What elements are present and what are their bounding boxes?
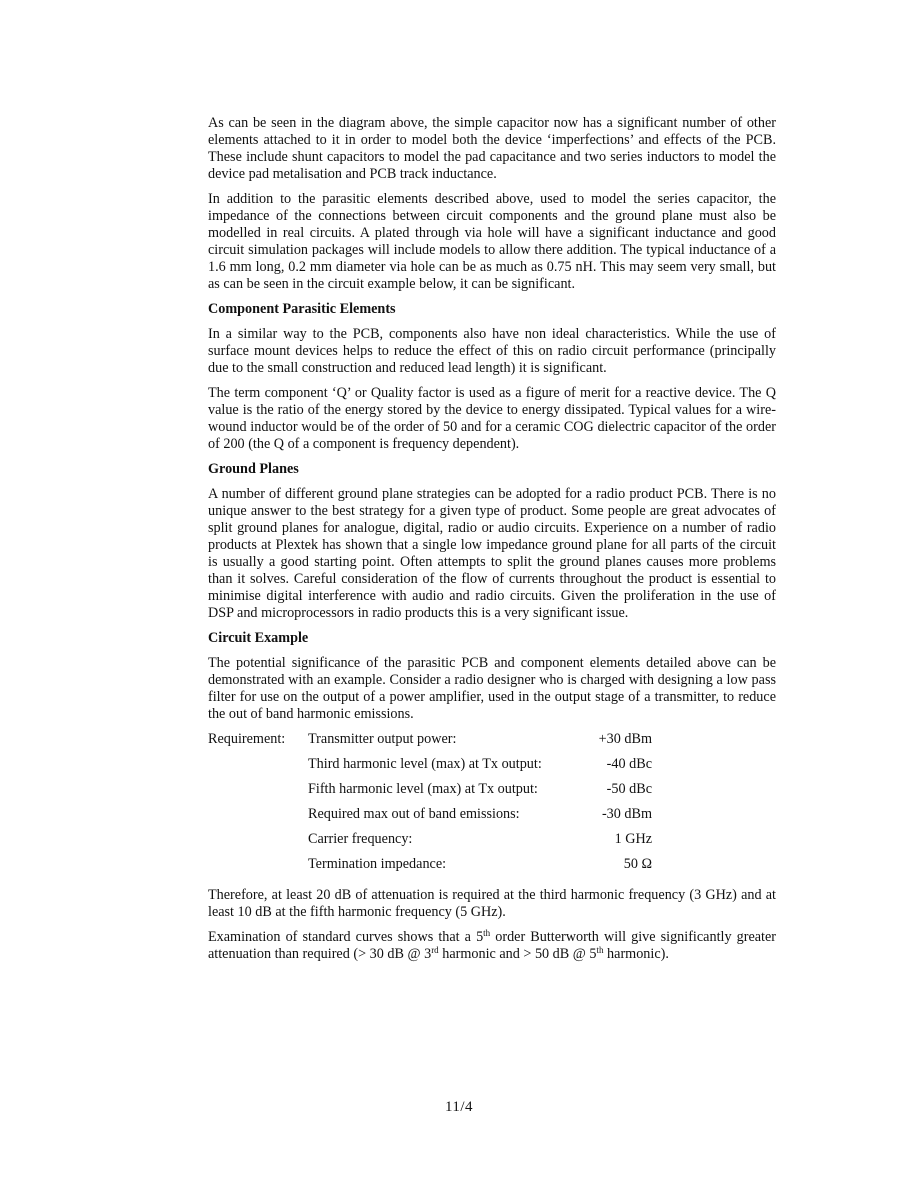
- requirement-value: 1 GHz: [614, 831, 652, 847]
- requirement-param: Third harmonic level (max) at Tx output:: [308, 756, 542, 772]
- requirement-row: [208, 856, 776, 881]
- requirement-param: Carrier frequency:: [308, 831, 413, 847]
- requirement-value: +30 dBm: [598, 731, 652, 747]
- page-number: 11/4: [444, 1099, 474, 1115]
- requirement-row: [208, 806, 776, 831]
- requirement-row: [208, 781, 776, 806]
- requirement-row: [208, 731, 776, 756]
- page-content: [208, 115, 776, 971]
- requirement-value: -30 dBm: [601, 806, 652, 822]
- paragraph-non-ideal-components: In a similar way to the PCB, components also have non ideal characteristics. While the use of surface mount devices helps to reduce the effect of this on radio circuit performance (principally due to the small construction and reduced lead length) it is significant.: [208, 326, 776, 376]
- requirement-param: Termination impedance:: [308, 856, 447, 872]
- requirement-row: [208, 756, 776, 781]
- paragraph-via-inductance: In addition to the parasitic elements described above, used to model the series capacitor, the impedance of the connections between circuit components and the ground plane must also be modelled in real circuits. A plated through via hole will have a significant inductance and good circuit simulation packages will include models to allow there addition. The typical inductance of a 1.6 mm long, 0.2 mm diameter via hole can be as much as 0.75 nH. This may seem very small, but as can be seen in the circuit example below, it can be significant.: [208, 191, 776, 292]
- heading-ground-planes: Ground Planes: [208, 461, 299, 477]
- requirement-param: Fifth harmonic level (max) at Tx output:: [308, 781, 538, 797]
- requirement-label: Requirement:: [208, 731, 286, 747]
- requirement-value: 50 Ω: [623, 856, 652, 872]
- paragraph-capacitor-model: As can be seen in the diagram above, the simple capacitor now has a significant number of other elements attached to it in order to model both the device ‘imperfections’ and effects of the PCB. These include shunt capacitors to model the pad capacitance and two series inductors to model the device pad metalisation and PCB track inductance.: [208, 115, 776, 182]
- paragraph-filter-example: The potential significance of the parasitic PCB and component elements detailed above can be demonstrated with an example. Consider a radio designer who is charged with designing a low pass filter for use on the output of a power amplifier, used in the output stage of a transmitter, to reduce the out of band harmonic emissions.: [208, 655, 776, 722]
- paragraph-ground-strategies: A number of different ground plane strategies can be adopted for a radio product PCB. There is no unique answer to the best strategy for a given type of product. Some people are great advocates of split ground planes for analogue, digital, radio or audio circuits. Experience on a number of radio products at Plextek has shown that a single low impedance ground plane for all parts of the circuit is usually a good starting point. Often attempts to split the ground planes causes more problems than it solves. Careful consideration of the flow of currents throughout the product is essential to minimise digital interference with audio and radio circuits. Given the proliferation in the use of DSP and microprocessors in radio products this is a very significant issue.: [208, 486, 776, 621]
- paragraph-attenuation-needed: Therefore, at least 20 dB of attenuation is required at the third harmonic frequency (3 GHz) and at least 10 dB at the fifth harmonic frequency (5 GHz).: [208, 887, 776, 920]
- requirement-param: Transmitter output power:: [308, 731, 457, 747]
- heading-component-parasitic: Component Parasitic Elements: [208, 301, 396, 317]
- heading-circuit-example: Circuit Example: [208, 630, 309, 646]
- requirement-param: Required max out of band emissions:: [308, 806, 520, 822]
- requirement-value: -40 dBc: [606, 756, 652, 772]
- requirement-value: -50 dBc: [606, 781, 652, 797]
- paragraph-butterworth: Examination of standard curves shows that a 5th order Butterworth will give significantly greater attenuation than required (> 30 dB @ 3rd harmonic and > 50 dB @ 5th harmonic).: [208, 928, 777, 962]
- paragraph-quality-factor: The term component ‘Q’ or Quality factor is used as a figure of merit for a reactive device. The Q value is the ratio of the energy stored by the device to energy dissipated. Typical values for a wire-wound inductor would be of the order of 50 and for a ceramic COG dielectric capacitor of the order of 200 (the Q of a component is frequency dependent).: [208, 385, 776, 452]
- requirements-table: [208, 731, 776, 881]
- requirement-row: [208, 831, 776, 856]
